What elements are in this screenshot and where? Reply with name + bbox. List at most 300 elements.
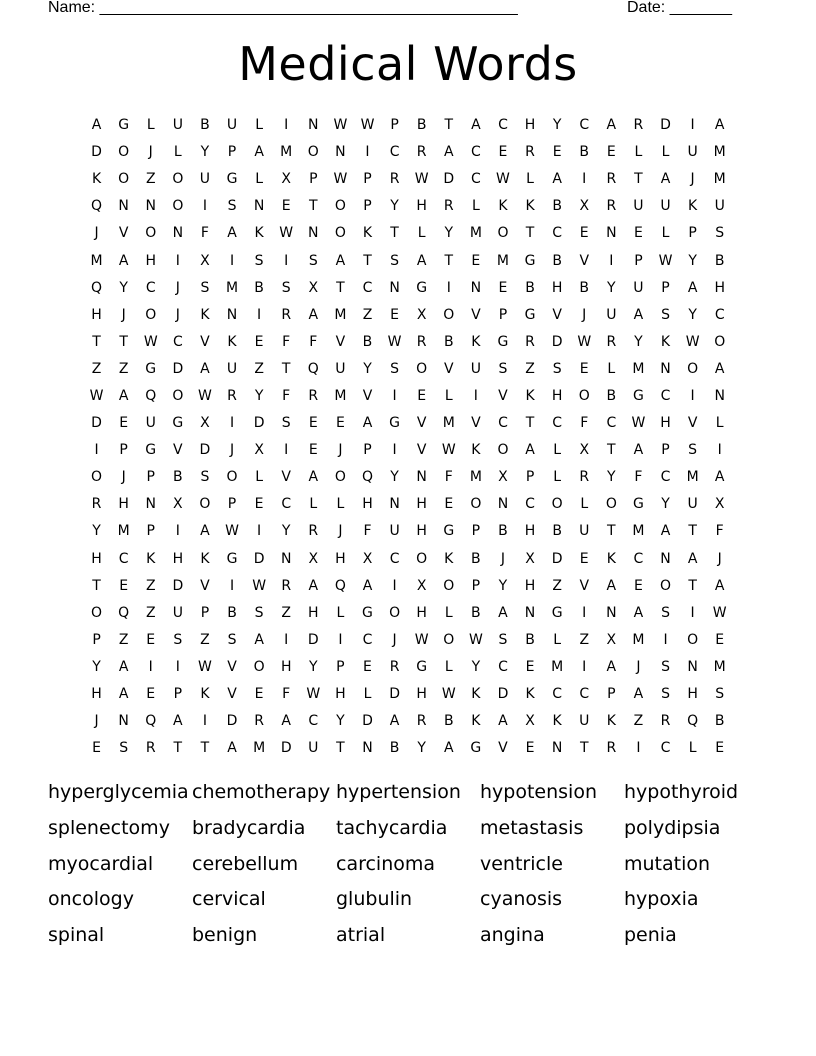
grid-letter[interactable]: N [416, 469, 427, 486]
grid-letter[interactable]: E [715, 631, 725, 648]
grid-letter[interactable]: J [582, 306, 587, 323]
grid-letter[interactable]: X [362, 550, 373, 567]
grid-letter[interactable]: M [90, 252, 103, 269]
grid-letter[interactable]: E [254, 333, 264, 350]
grid-letter[interactable]: B [525, 631, 535, 648]
grid-letter[interactable]: I [229, 577, 235, 594]
grid-letter[interactable]: T [579, 740, 589, 757]
grid-letter[interactable]: W [441, 686, 456, 703]
grid-letter[interactable]: E [579, 360, 589, 377]
grid-letter[interactable]: X [498, 469, 508, 486]
grid-letter[interactable]: T [200, 740, 210, 757]
grid-letter[interactable]: O [687, 631, 699, 648]
grid-letter[interactable]: W [496, 171, 510, 188]
grid-letter[interactable]: D [389, 686, 400, 703]
grid-letter[interactable]: K [471, 333, 481, 350]
grid-letter[interactable]: O [334, 225, 346, 242]
grid-letter[interactable]: A [308, 469, 319, 486]
grid-letter[interactable]: B [471, 604, 481, 621]
grid-letter[interactable]: T [119, 333, 128, 350]
grid-letter[interactable]: E [254, 496, 264, 513]
grid-letter[interactable]: H [524, 523, 536, 540]
grid-letter[interactable]: P [363, 198, 372, 215]
grid-letter[interactable]: T [634, 171, 643, 188]
grid-letter[interactable]: I [229, 252, 235, 269]
grid-letter[interactable]: N [551, 740, 563, 757]
grid-letter[interactable]: V [687, 415, 698, 432]
grid-letter[interactable]: O [416, 550, 428, 567]
grid-letter[interactable]: A [714, 469, 725, 486]
grid-letter[interactable]: O [118, 144, 130, 161]
grid-letter[interactable]: T [173, 740, 183, 757]
grid-letter[interactable]: C [172, 333, 183, 350]
grid-letter[interactable]: E [525, 740, 535, 757]
grid-letter[interactable]: O [91, 469, 103, 486]
grid-letter[interactable]: L [471, 198, 480, 215]
grid-letter[interactable]: Y [607, 469, 616, 486]
grid-letter[interactable]: B [362, 333, 373, 350]
grid-letter[interactable]: E [444, 496, 454, 513]
grid-letter[interactable]: H [280, 658, 292, 675]
grid-letter[interactable]: T [607, 523, 616, 540]
grid-letter[interactable]: H [91, 306, 102, 323]
grid-letter[interactable]: R [633, 117, 644, 134]
grid-letter[interactable]: O [199, 496, 211, 513]
grid-letter[interactable]: R [389, 658, 400, 675]
grid-letter[interactable]: W [198, 387, 212, 404]
grid-letter[interactable]: H [551, 279, 563, 296]
grid-letter[interactable]: K [444, 550, 454, 567]
grid-letter[interactable]: E [715, 740, 725, 757]
grid-letter[interactable]: M [253, 740, 266, 757]
grid-letter[interactable]: O [253, 658, 265, 675]
grid-letter[interactable]: G [226, 171, 238, 188]
grid-letter[interactable]: N [308, 117, 319, 134]
date-field[interactable]: Date: _______ [627, 0, 732, 16]
grid-letter[interactable]: K [606, 550, 616, 567]
grid-letter[interactable]: H [551, 387, 563, 404]
grid-letter[interactable]: Z [91, 360, 102, 377]
grid-letter[interactable]: J [121, 306, 126, 323]
grid-letter[interactable]: H [416, 686, 427, 703]
grid-letter[interactable]: N [714, 387, 725, 404]
grid-letter[interactable]: Q [307, 360, 319, 377]
grid-letter[interactable]: J [175, 279, 180, 296]
grid-letter[interactable]: U [308, 740, 319, 757]
grid-letter[interactable]: I [257, 523, 262, 540]
grid-letter[interactable]: L [417, 225, 426, 242]
grid-letter[interactable]: D [172, 577, 184, 594]
grid-letter[interactable]: V [443, 360, 454, 377]
grid-letter[interactable]: J [636, 658, 641, 675]
grid-letter[interactable]: W [306, 686, 321, 703]
grid-letter[interactable]: X [525, 713, 535, 730]
grid-letter[interactable]: U [660, 198, 671, 215]
grid-letter[interactable]: M [713, 658, 726, 675]
grid-letter[interactable]: J [229, 442, 235, 459]
grid-letter[interactable]: I [392, 442, 397, 459]
grid-letter[interactable]: R [254, 713, 264, 730]
grid-letter[interactable]: F [444, 469, 453, 486]
grid-letter[interactable]: B [606, 387, 617, 404]
grid-letter[interactable]: P [471, 577, 481, 594]
grid-letter[interactable]: H [145, 252, 156, 269]
grid-letter[interactable]: W [577, 333, 592, 350]
grid-letter[interactable]: S [119, 740, 129, 757]
grid-letter[interactable]: D [497, 686, 509, 703]
grid-letter[interactable]: I [473, 387, 478, 404]
grid-letter[interactable]: A [254, 631, 264, 648]
grid-letter[interactable]: S [390, 252, 400, 269]
grid-letter[interactable]: W [658, 252, 673, 269]
grid-letter[interactable]: S [281, 415, 291, 432]
grid-letter[interactable]: P [634, 252, 643, 269]
grid-letter[interactable]: L [553, 442, 562, 459]
grid-letter[interactable]: V [200, 577, 210, 594]
grid-letter[interactable]: I [175, 252, 180, 269]
grid-letter[interactable]: O [145, 225, 157, 242]
grid-letter[interactable]: L [553, 469, 562, 486]
grid-letter[interactable]: B [498, 523, 508, 540]
grid-letter[interactable]: L [255, 469, 264, 486]
grid-letter[interactable]: V [552, 306, 562, 323]
grid-letter[interactable]: J [121, 469, 126, 486]
grid-letter[interactable]: L [444, 604, 453, 621]
grid-letter[interactable]: Q [145, 713, 157, 730]
grid-letter[interactable]: A [660, 171, 671, 188]
grid-letter[interactable]: X [173, 496, 183, 513]
grid-letter[interactable]: Y [552, 117, 562, 134]
grid-letter[interactable]: B [525, 279, 535, 296]
grid-letter[interactable]: N [524, 604, 536, 621]
grid-letter[interactable]: O [714, 333, 726, 350]
grid-letter[interactable]: W [333, 171, 348, 188]
grid-letter[interactable]: H [416, 496, 427, 513]
grid-letter[interactable]: W [333, 117, 348, 134]
grid-letter[interactable]: A [443, 144, 454, 161]
grid-letter[interactable]: Y [688, 252, 697, 269]
grid-letter[interactable]: D [199, 442, 211, 459]
grid-letter[interactable]: O [660, 577, 672, 594]
grid-letter[interactable]: H [91, 550, 102, 567]
grid-letter[interactable]: E [92, 740, 101, 757]
grid-letter[interactable]: A [714, 117, 725, 134]
grid-letter[interactable]: S [227, 631, 237, 648]
grid-letter[interactable]: J [690, 171, 695, 188]
grid-letter[interactable]: W [631, 415, 646, 432]
grid-letter[interactable]: H [714, 279, 725, 296]
grid-letter[interactable]: V [498, 387, 508, 404]
grid-letter[interactable]: E [119, 577, 129, 594]
grid-letter[interactable]: R [416, 144, 427, 161]
grid-letter[interactable]: D [253, 415, 265, 432]
grid-letter[interactable]: X [525, 550, 535, 567]
grid-letter[interactable]: V [498, 740, 508, 757]
grid-letter[interactable]: O [172, 387, 184, 404]
grid-letter[interactable]: Y [444, 225, 454, 242]
grid-letter[interactable]: C [660, 740, 671, 757]
grid-letter[interactable]: P [607, 686, 616, 703]
grid-letter[interactable]: O [91, 604, 103, 621]
grid-letter[interactable]: T [309, 198, 318, 215]
grid-letter[interactable]: L [146, 117, 155, 134]
grid-letter[interactable]: N [362, 740, 373, 757]
grid-letter[interactable]: C [660, 469, 671, 486]
grid-letter[interactable]: B [389, 740, 400, 757]
grid-letter[interactable]: A [227, 740, 237, 757]
grid-letter[interactable]: Y [634, 333, 643, 350]
grid-letter[interactable]: O [551, 496, 563, 513]
grid-letter[interactable]: A [227, 225, 237, 242]
grid-letter[interactable]: N [660, 550, 671, 567]
grid-letter[interactable]: A [606, 577, 617, 594]
grid-letter[interactable]: G [145, 442, 157, 459]
grid-letter[interactable]: S [715, 686, 725, 703]
grid-letter[interactable]: I [338, 631, 343, 648]
grid-letter[interactable]: Y [607, 279, 616, 296]
grid-letter[interactable]: U [335, 360, 346, 377]
grid-letter[interactable]: S [254, 252, 264, 269]
grid-letter[interactable]: U [172, 604, 183, 621]
grid-letter[interactable]: E [308, 442, 318, 459]
grid-letter[interactable]: K [200, 306, 210, 323]
grid-letter[interactable]: X [308, 550, 319, 567]
grid-letter[interactable]: M [469, 469, 482, 486]
grid-letter[interactable]: W [89, 387, 104, 404]
grid-letter[interactable]: D [551, 333, 563, 350]
grid-letter[interactable]: S [281, 279, 291, 296]
grid-letter[interactable]: W [712, 604, 727, 621]
grid-letter[interactable]: C [118, 550, 129, 567]
grid-letter[interactable]: D [362, 713, 373, 730]
grid-letter[interactable]: K [606, 713, 616, 730]
grid-letter[interactable]: O [118, 171, 130, 188]
grid-letter[interactable]: B [200, 117, 210, 134]
grid-letter[interactable]: S [715, 225, 725, 242]
grid-letter[interactable]: E [525, 658, 535, 675]
grid-letter[interactable]: A [91, 117, 102, 134]
grid-letter[interactable]: I [663, 631, 668, 648]
grid-letter[interactable]: L [336, 496, 345, 513]
grid-letter[interactable]: E [579, 550, 589, 567]
grid-letter[interactable]: W [279, 225, 294, 242]
grid-letter[interactable]: K [471, 713, 481, 730]
grid-letter[interactable]: T [390, 225, 399, 242]
grid-letter[interactable]: C [714, 306, 725, 323]
grid-letter[interactable]: R [389, 171, 400, 188]
grid-letter[interactable]: I [582, 658, 587, 675]
grid-letter[interactable]: E [633, 577, 643, 594]
grid-letter[interactable]: H [687, 686, 698, 703]
grid-letter[interactable]: I [284, 442, 289, 459]
grid-letter[interactable]: L [661, 144, 670, 161]
grid-letter[interactable]: L [336, 604, 345, 621]
grid-letter[interactable]: P [661, 442, 670, 459]
grid-letter[interactable]: P [146, 523, 155, 540]
grid-letter[interactable]: G [524, 306, 536, 323]
grid-letter[interactable]: F [282, 686, 291, 703]
grid-letter[interactable]: P [688, 225, 697, 242]
grid-letter[interactable]: O [172, 171, 184, 188]
grid-letter[interactable]: P [498, 306, 508, 323]
grid-letter[interactable]: I [446, 279, 451, 296]
grid-letter[interactable]: K [498, 198, 508, 215]
grid-letter[interactable]: D [226, 713, 238, 730]
grid-letter[interactable]: K [200, 550, 210, 567]
grid-letter[interactable]: I [365, 144, 370, 161]
grid-letter[interactable]: H [118, 496, 129, 513]
grid-letter[interactable]: J [500, 550, 506, 567]
grid-letter[interactable]: J [94, 225, 99, 242]
grid-letter[interactable]: Y [688, 306, 697, 323]
grid-letter[interactable]: A [118, 686, 129, 703]
grid-letter[interactable]: U [470, 360, 481, 377]
grid-letter[interactable]: N [226, 306, 238, 323]
grid-letter[interactable]: L [634, 144, 643, 161]
grid-letter[interactable]: W [225, 523, 239, 540]
grid-letter[interactable]: O [416, 360, 428, 377]
grid-letter[interactable]: I [202, 713, 207, 730]
grid-letter[interactable]: K [660, 333, 671, 350]
grid-letter[interactable]: O [145, 306, 157, 323]
grid-letter[interactable]: D [443, 171, 455, 188]
grid-letter[interactable]: G [551, 604, 563, 621]
grid-letter[interactable]: L [363, 686, 372, 703]
grid-letter[interactable]: Q [334, 577, 346, 594]
grid-letter[interactable]: T [363, 252, 372, 269]
grid-letter[interactable]: H [172, 550, 184, 567]
grid-letter[interactable]: Z [281, 604, 291, 621]
grid-letter[interactable]: Z [145, 604, 156, 621]
grid-letter[interactable]: I [582, 604, 587, 621]
grid-letter[interactable]: T [281, 360, 291, 377]
grid-letter[interactable]: A [118, 387, 129, 404]
grid-letter[interactable]: M [713, 171, 726, 188]
grid-letter[interactable]: U [687, 496, 698, 513]
grid-letter[interactable]: A [308, 306, 319, 323]
grid-letter[interactable]: L [661, 225, 670, 242]
grid-letter[interactable]: U [714, 198, 725, 215]
grid-letter[interactable]: F [715, 523, 724, 540]
grid-letter[interactable]: G [118, 117, 130, 134]
grid-letter[interactable]: A [687, 279, 698, 296]
grid-letter[interactable]: U [199, 171, 211, 188]
grid-letter[interactable]: D [172, 360, 184, 377]
grid-letter[interactable]: C [362, 279, 373, 296]
grid-letter[interactable]: I [392, 577, 397, 594]
grid-letter[interactable]: A [633, 604, 644, 621]
grid-letter[interactable]: X [714, 496, 725, 513]
grid-letter[interactable]: C [145, 279, 156, 296]
grid-letter[interactable]: V [173, 442, 183, 459]
grid-letter[interactable]: I [392, 387, 397, 404]
grid-letter[interactable]: O [226, 469, 238, 486]
grid-letter[interactable]: P [309, 171, 318, 188]
grid-letter[interactable]: S [308, 252, 318, 269]
grid-letter[interactable]: P [227, 496, 237, 513]
grid-letter[interactable]: K [362, 225, 373, 242]
grid-letter[interactable]: C [498, 415, 508, 432]
grid-letter[interactable]: V [579, 252, 590, 269]
grid-letter[interactable]: M [117, 523, 130, 540]
grid-letter[interactable]: X [200, 415, 210, 432]
grid-letter[interactable]: T [688, 577, 697, 594]
grid-letter[interactable]: I [175, 658, 180, 675]
grid-letter[interactable]: P [146, 469, 155, 486]
grid-letter[interactable]: E [146, 631, 156, 648]
grid-letter[interactable]: J [338, 442, 343, 459]
grid-letter[interactable]: U [226, 117, 238, 134]
grid-letter[interactable]: W [685, 333, 700, 350]
grid-letter[interactable]: N [335, 144, 346, 161]
grid-letter[interactable]: C [552, 225, 563, 242]
grid-letter[interactable]: R [579, 469, 590, 486]
grid-letter[interactable]: U [145, 415, 156, 432]
grid-letter[interactable]: M [469, 225, 482, 242]
grid-letter[interactable]: O [334, 198, 346, 215]
grid-letter[interactable]: X [579, 442, 590, 459]
grid-letter[interactable]: U [389, 523, 400, 540]
grid-letter[interactable]: V [471, 415, 481, 432]
grid-letter[interactable]: O [307, 144, 319, 161]
grid-letter[interactable]: P [363, 442, 372, 459]
grid-letter[interactable]: S [173, 631, 183, 648]
grid-letter[interactable]: W [414, 171, 429, 188]
grid-letter[interactable]: S [661, 306, 670, 323]
grid-letter[interactable]: C [389, 550, 400, 567]
grid-letter[interactable]: Q [91, 279, 103, 296]
grid-letter[interactable]: T [92, 577, 101, 594]
grid-letter[interactable]: Q [687, 713, 699, 730]
grid-letter[interactable]: K [525, 387, 535, 404]
grid-letter[interactable]: P [390, 117, 399, 134]
grid-letter[interactable]: G [226, 550, 238, 567]
grid-letter[interactable]: N [253, 198, 265, 215]
grid-letter[interactable]: D [307, 631, 319, 648]
grid-letter[interactable]: J [717, 550, 722, 567]
grid-letter[interactable]: U [226, 360, 238, 377]
grid-letter[interactable]: R [525, 333, 535, 350]
grid-letter[interactable]: C [470, 171, 481, 188]
grid-letter[interactable]: Z [552, 577, 562, 594]
grid-letter[interactable]: N [145, 198, 156, 215]
grid-letter[interactable]: F [282, 387, 291, 404]
grid-letter[interactable]: I [284, 631, 289, 648]
grid-letter[interactable]: G [443, 523, 455, 540]
grid-letter[interactable]: G [632, 496, 644, 513]
grid-letter[interactable]: N [470, 279, 482, 296]
grid-letter[interactable]: T [444, 252, 454, 269]
grid-letter[interactable]: I [284, 252, 289, 269]
grid-letter[interactable]: H [91, 686, 102, 703]
grid-letter[interactable]: C [281, 496, 292, 513]
grid-letter[interactable]: S [661, 604, 670, 621]
grid-letter[interactable]: C [470, 144, 481, 161]
grid-letter[interactable]: E [498, 279, 508, 296]
grid-letter[interactable]: I [202, 198, 207, 215]
grid-letter[interactable]: A [362, 415, 373, 432]
grid-letter[interactable]: O [443, 631, 455, 648]
grid-letter[interactable]: B [579, 279, 590, 296]
grid-letter[interactable]: E [308, 415, 318, 432]
grid-letter[interactable]: B [579, 144, 590, 161]
grid-letter[interactable]: P [119, 442, 128, 459]
grid-letter[interactable]: Q [145, 387, 157, 404]
grid-letter[interactable]: H [416, 523, 427, 540]
grid-letter[interactable]: I [148, 658, 153, 675]
grid-letter[interactable]: Y [309, 658, 318, 675]
grid-letter[interactable]: R [308, 387, 319, 404]
